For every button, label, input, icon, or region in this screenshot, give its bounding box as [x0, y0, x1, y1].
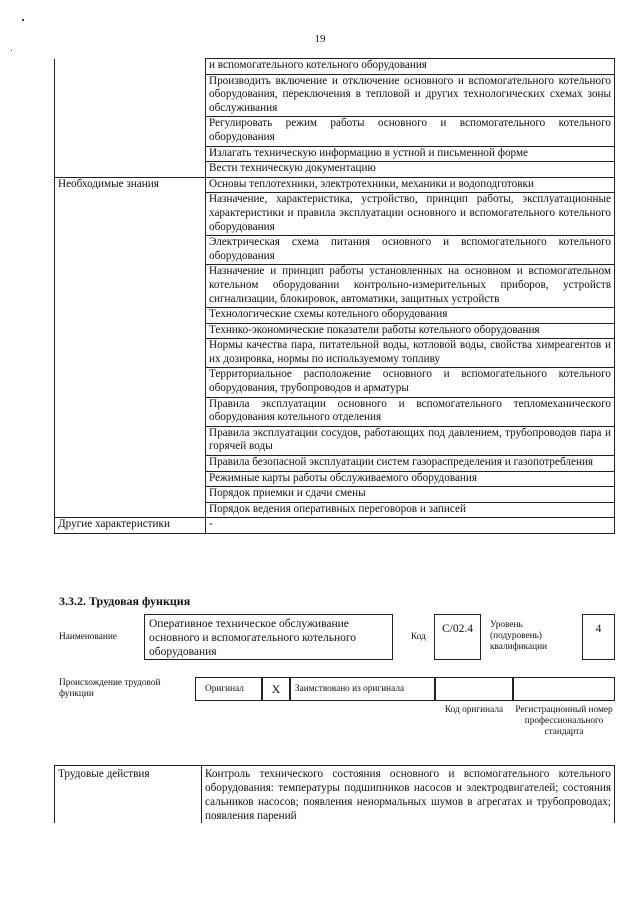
- actions-text: Контроль технического состояния основного и вспомогательного котельного оборудования: температуры подшипников насосов и электродвигателей; состояния сальников насосов; появления ненормальных шумов в агрегатах и трубопроводах; появления парений: [202, 766, 615, 824]
- knowledge-item: Технико-экономические показатели работы котельного оборудования: [206, 323, 615, 339]
- knowledge-item: Электрическая схема питания основного и вспомогательного котельного оборудования: [206, 236, 615, 265]
- code-original-caption: Код оригинала: [444, 705, 504, 715]
- knowledge-item: Нормы качества пара, питательной воды, котловой воды, свойства химреагентов и их дозировка, нормы по используемому топливу: [206, 339, 615, 368]
- knowledge-item: Правила эксплуатации сосудов, работающих под давлением, трубопроводов пара и горячей воды: [206, 426, 615, 455]
- level-label: Уровень (подуровень) квалификации: [490, 620, 548, 652]
- reg-number-caption: Регистрационный номер профессионального стандарта: [515, 705, 613, 737]
- function-code-box: C/02.4: [434, 614, 481, 660]
- level-value-box: 4: [582, 614, 615, 660]
- actions-label: Трудовые действия: [55, 766, 202, 824]
- requirements-table: [54, 58, 615, 534]
- scan-speck: [11, 50, 12, 51]
- knowledge-item: Правила безопасной эксплуатации систем газораспределения и газопотребления: [206, 456, 615, 472]
- original-label: Оригинал: [205, 683, 244, 694]
- skill-item: и вспомогательного котельного оборудования: [206, 59, 615, 75]
- origin-label: Происхождение трудовой функции: [59, 678, 161, 699]
- name-label: Наименование: [59, 632, 117, 642]
- skill-item: Излагать техническую информацию в устной и письменной форме: [206, 146, 615, 162]
- code-original-cell: [435, 677, 513, 701]
- knowledge-item: Технологические схемы котельного оборудования: [206, 308, 615, 324]
- knowledge-item: Назначение, характеристика, устройство, принцип работы, эксплуатационные характеристики и правила эксплуатации основного и вспомогательного котельного оборудования: [206, 193, 615, 236]
- original-mark-cell: [262, 677, 290, 701]
- knowledge-item: Территориальное расположение основного и вспомогательного котельного оборудования, трубопроводов и арматуры: [206, 368, 615, 397]
- knowledge-item: Порядок ведения оперативных переговоров и записей: [206, 502, 615, 518]
- knowledge-label: Необходимые знания: [55, 177, 206, 193]
- scan-speck: [22, 19, 24, 21]
- origin-row: [195, 677, 615, 701]
- skill-item: Производить включение и отключение основного и вспомогательного котельного оборудования, переключения в тепловой и других технологических схемах зоны обслуживания: [206, 74, 615, 117]
- skill-item: Вести техническую документацию: [206, 162, 615, 178]
- other-label: Другие характеристики: [55, 518, 206, 534]
- knowledge-item: Основы теплотехники, электротехники, механики и водоподготовки: [206, 177, 615, 193]
- reg-number-cell: [513, 677, 615, 701]
- borrowed-label: Заимствовано из оригинала: [295, 683, 405, 694]
- knowledge-item: Порядок приемки и сдачи смены: [206, 487, 615, 503]
- function-name-box: Оперативное техническое обслуживание основного и вспомогательного котельного оборудования: [144, 614, 393, 660]
- knowledge-item: Правила эксплуатации основного и вспомогательного тепломеханического оборудования котельного отделения: [206, 397, 615, 426]
- section-title: 3.3.2. Трудовая функция: [59, 594, 191, 608]
- borrowed-cell: [290, 677, 435, 701]
- knowledge-item: Режимные карты работы обслуживаемого оборудования: [206, 471, 615, 487]
- code-label: Код: [411, 632, 426, 642]
- labor-actions-table: [54, 765, 615, 823]
- knowledge-item: Назначение и принцип работы установленных на основном и вспомогательном котельном оборудовании контрольно-измерительных приборов, устройств сигнализации, блокировок, автоматики, защитных устройств: [206, 265, 615, 308]
- other-value: -: [206, 518, 615, 534]
- skill-item: Регулировать режим работы основного и вспомогательного котельного оборудования: [206, 117, 615, 146]
- original-mark: X: [271, 681, 281, 696]
- original-cell: [195, 677, 262, 701]
- page-number: 19: [314, 33, 326, 45]
